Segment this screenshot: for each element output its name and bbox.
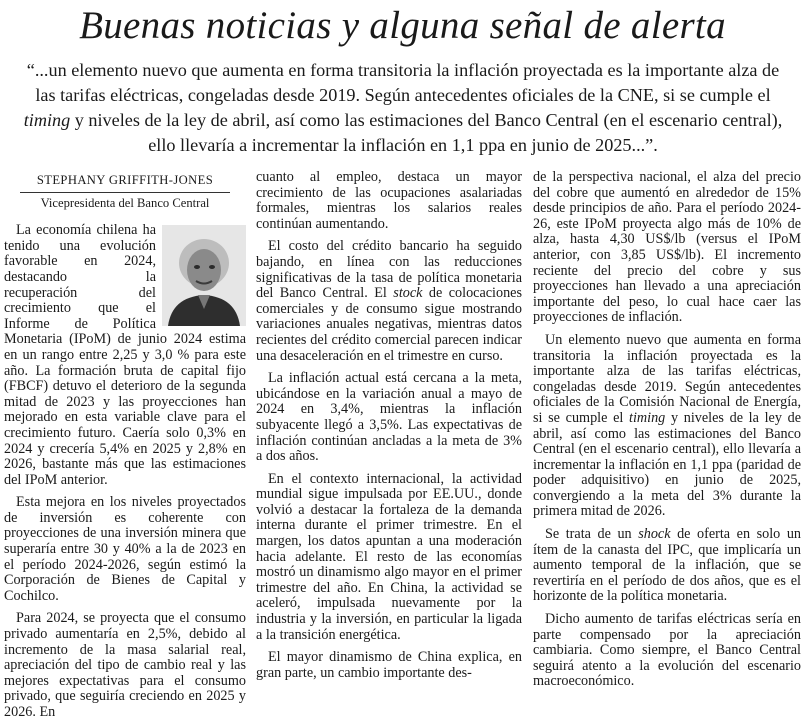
paragraph: de la perspectiva nacional, el alza del precio del cobre que aumentó en alrededor de 15% desde principios de año. Para el período 2024-26, este IPoM proyecta algo más de 10% de alza, hasta 4,30 US$/lb (versus el IPoM anterior, con 3,85 US$/lb). El incremento reciente del precio del cobre y sus proyecciones han llevado a una apreciación importante del peso, lo cual hace caer las proyecciones de inflación. [533,169,801,326]
author-name: STEPHANY GRIFFITH-JONES [36,173,214,187]
paragraph: La economía chilena ha tenido una evolución favorable en 2024, destacando la recuperación del crecimiento que el Informe de Política Monetaria (IPoM) de junio 2024 estima en un rango entre 2,25 y 3,0 % para este año. La formación bruta de capital fijo (FBCF) detuvo el deterioro de la segunda mitad de 2023 y las proyecciones han mejorado en esta variable clave para el crecimiento futuro. Caería solo 0,3% en 2024 y crecería 5,4% en 2025 y 2,8% en 2026, bastante más que las estimaciones del IPoM anterior. [4,222,246,488]
paragraph: Para 2024, se proyecta que el consumo privado aumentaría en 2,5%, debido al incremento de la masa salarial real, apreciación del tipo de cambio real y las mejores expectativas para el consumo privado, que seguiría creciendo en 2025 y 2026. En [4,610,246,720]
paragraph: En el contexto internacional, la actividad mundial sigue impulsada por EE.UU., donde volvió a destacar la fortaleza de la demanda interna durante el primer trimestre. En el margen, los datos apuntan a una moderación hacia adelante. El resto de las economías mostró un dinamismo algo mayor en el primer trimestre del año. En China, la actividad se aceleró, impulsada nuevamente por la industria y la inversión, en particular la ligada a la transición energética. [256,470,522,643]
pull-quote-italic: timing [23,110,71,130]
paragraph: Esta mejora en los niveles proyectados de inversión es coherente con proyecciones de una inversión minera que superaría entre 30 y 40% a la de 2023 en el período 2024-2026, según estimó la Corporación de Bienes de Capital y Cochilco. [4,494,246,604]
author-portrait-icon [162,225,246,326]
paragraph: cuanto al empleo, destaca un mayor crecimiento de las ocupaciones asalariadas formales, mientras los salarios reales continúan aumentando. [256,169,522,232]
column-2 [256,170,522,681]
pull-quote [22,58,784,158]
column-3 [533,170,801,690]
pull-quote-text-2: y niveles de la ley de abril, así como las estimaciones del Banco Central (en el escenario central), ello llevaría a incrementar la inflación en 1,1 ppa en junio de 2025...”. [70,110,783,155]
paragraph: El mayor dinamismo de China explica, en gran parte, un cambio importante des- [256,649,522,681]
paragraph: Dicho aumento de tarifas eléctricas sería en parte compensado por la apreciación cambiaria. Como siempre, el Banco Central seguirá atento a la evolución del escenario macroeconómico. [533,611,801,690]
byline-rule [20,192,230,193]
author-byline [4,173,246,193]
paragraph: El costo del crédito bancario ha seguido bajando, en línea con las reducciones significativas de la tasa de política monetaria del Banco Central. El stock de colocaciones comerciales y de consumo sigue mostrando variaciones anuales negativas, mientras datos recientes del crédito comercial parecen indicar una desaceleración en el trimestre en curso. [256,238,523,364]
article-title: Buenas noticias y alguna señal de alerta [79,4,726,47]
paragraph: Un elemento nuevo que aumenta en forma transitoria la inflación proyectada es la importante alza de las tarifas eléctricas, congeladas desde 2019. Según antecedentes oficiales de la Comisión Nacional de Energía, si se cumple el timing y niveles de la ley de abril, así como las estimaciones del Banco Central (en el escenario central), ello llevaría a incrementar la inflación en 1,1 ppa (paridad de poder adquisitivo) en junio de 2025, convergiendo a la meta del 3% durante la primera mitad de 2026. [533,331,802,520]
author-role: Vicepresidenta del Banco Central [40,195,210,210]
paragraph: Se trata de un shock de oferta en solo un ítem de la canasta del IPC, que implicaría un aumento temporal de la inflación, que se revertiría en el período de dos años, que es el horizonte de la política monetaria. [533,526,802,605]
paragraph: La inflación actual está cercana a la meta, ubicándose en la variación anual a mayo de 2024 en 3,4%, mientras la inflación subyacente llegó a 3,5%. Las expectativas de inflación continúan ancladas a la meta de 3% a dos años. [256,370,522,465]
pull-quote-text-1: “...un elemento nuevo que aumenta en forma transitoria la inflación proyectada es la importante alza de las tarifas eléctricas, congeladas desde 2019. Según antecedentes oficiales de la CNE, si se cumple el [26,60,780,105]
column-1 [4,170,246,721]
